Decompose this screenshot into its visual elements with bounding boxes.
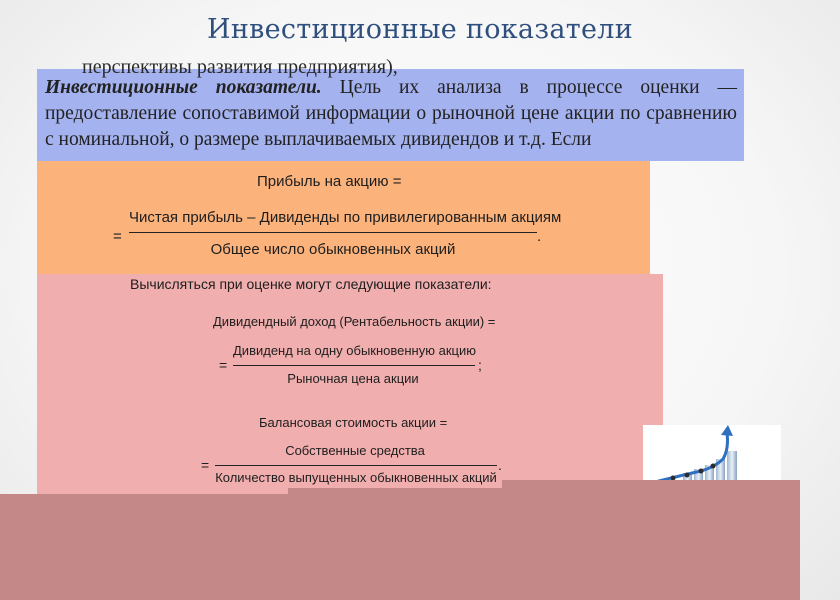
definition-term: Инвестиционные показатели.	[45, 77, 322, 98]
eps-end-mark: .	[537, 228, 542, 245]
book-value-numerator: Собственные средства	[285, 443, 425, 458]
eps-fraction-line	[129, 232, 537, 233]
dividend-yield-heading: Дивидендный доход (Рентабельность акции) =	[213, 314, 496, 329]
dividend-yield-numerator: Дивиденд на одну обыкновенную акцию	[233, 343, 476, 358]
dividend-yield-denominator: Рыночная цена акции	[287, 371, 419, 386]
eps-numerator: Чистая прибыль – Дивиденды по привилегированным акциям	[129, 209, 562, 226]
definition-paragraph	[45, 75, 737, 153]
footer-band	[0, 494, 800, 600]
book-value-heading: Балансовая стоимость акции =	[259, 415, 448, 430]
book-value-end-mark: .	[498, 457, 502, 473]
dividend-yield-fraction-line	[233, 365, 475, 366]
indicators-intro: Вычисляться при оценке могут следующие показатели:	[130, 276, 492, 292]
book-value-fraction-line	[215, 465, 497, 466]
cropped-previous-line: перспективы развития предприятия),	[82, 56, 398, 78]
dividend-yield-equals: =	[219, 357, 228, 373]
growth-chart-graphic	[643, 425, 781, 485]
definition-body: Цель их анализа в процессе оценки — предоставление сопоставимой информации о рыночной цене акции по сравнению с номинальной, о размере выплачиваемых дивидендов и т.д. Если	[45, 77, 737, 150]
book-value-equals: =	[201, 457, 210, 473]
dividend-yield-end-mark: ;	[478, 357, 482, 373]
eps-denominator: Общее число обыкновенных акций	[210, 241, 456, 258]
growth-chart-icon	[643, 425, 781, 485]
indicators-block	[37, 274, 663, 496]
eps-formula-block	[37, 161, 650, 274]
slide-title: Инвестиционные показатели	[206, 14, 634, 45]
eps-formula-heading: Прибыль на акцию =	[257, 173, 402, 190]
definition-text-block	[37, 56, 744, 161]
book-value-denominator: Количество выпущенных обыкновенных акций	[215, 470, 497, 485]
eps-equals-sign: =	[113, 228, 122, 245]
